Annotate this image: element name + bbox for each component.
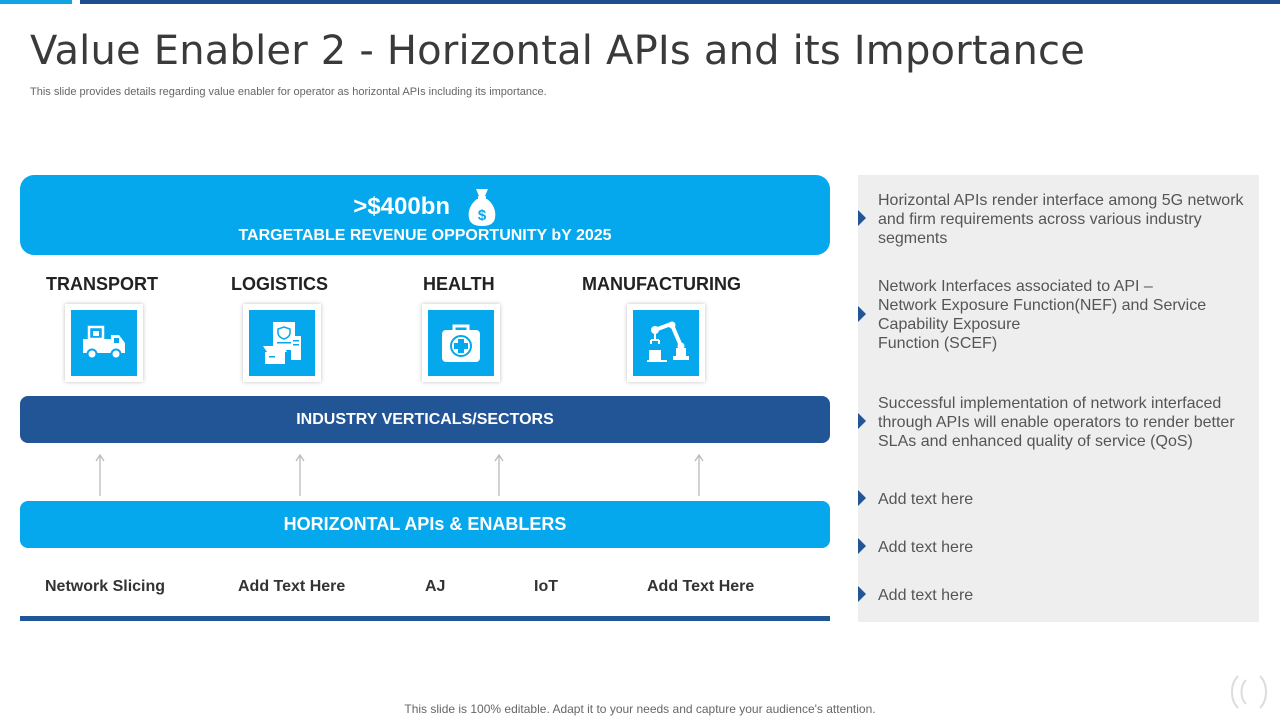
- panel-bullet-text: Add text here: [878, 491, 974, 508]
- enabler-add-text-1: Add Text Here: [238, 578, 346, 595]
- bullet-triangle-icon: [858, 413, 866, 429]
- up-arrow-icon: [493, 454, 505, 496]
- bullet-triangle-icon: [858, 210, 866, 226]
- bullet-triangle-icon: [858, 490, 866, 506]
- revenue-value: >$400bn: [353, 193, 451, 220]
- brand-mark-icon: [1226, 672, 1272, 712]
- enabler-add-text-2: Add Text Here: [647, 578, 755, 595]
- importance-panel: [858, 175, 1259, 622]
- enabler-network-slicing: Network Slicing: [45, 578, 166, 595]
- sector-tile-transport: [65, 304, 143, 382]
- horizontal-apis-bar: HORIZONTAL APIs & ENABLERS: [20, 501, 830, 548]
- sector-label-logistics: LOGISTICS: [231, 274, 329, 294]
- up-arrow-icon: [94, 454, 106, 496]
- panel-bullet-text: Add text here: [878, 587, 974, 604]
- sector-tile-health: [422, 304, 500, 382]
- sector-tile-logistics: [243, 304, 321, 382]
- bullet-triangle-icon: [858, 306, 866, 322]
- panel-bullet-text: Add text here: [878, 539, 974, 556]
- sector-label-manufacturing: MANUFACTURING: [582, 274, 741, 294]
- enabler-iot: IoT: [534, 578, 558, 595]
- robotic-arm-icon: [643, 320, 689, 366]
- up-arrow-icon: [693, 454, 705, 496]
- panel-bullet-text: Horizontal APIs render interface among 5G network and firm requirements across various industry segments: [878, 192, 1244, 247]
- up-arrow-icon: [294, 454, 306, 496]
- sector-label-health: HEALTH: [423, 274, 495, 294]
- svg-text:$: $: [477, 207, 486, 224]
- revenue-value-row: [20, 187, 830, 227]
- page-subtitle: This slide provides details regarding value enabler for operator as horizontal APIs including its importance.: [30, 86, 547, 98]
- sector-label-transport: TRANSPORT: [46, 274, 158, 294]
- sector-tile-manufacturing: [627, 304, 705, 382]
- revenue-banner: [20, 175, 830, 255]
- truck-icon: [81, 323, 127, 363]
- panel-bullet-text: Successful implementation of network interfaced through APIs will enable operators to render better SLAs and enhanced quality of service (QoS): [878, 395, 1235, 450]
- top-bar: [80, 0, 1280, 4]
- bullet-triangle-icon: [858, 586, 866, 602]
- package-document-icon: [259, 320, 305, 366]
- bottom-divider: [20, 616, 830, 621]
- revenue-caption: TARGETABLE REVENUE OPPORTUNITY bY 2025: [238, 227, 612, 244]
- enabler-aj: AJ: [425, 578, 446, 595]
- top-accent-bar: [0, 0, 72, 4]
- medical-kit-icon: [439, 322, 483, 364]
- bullet-triangle-icon: [858, 538, 866, 554]
- footer-note: This slide is 100% editable. Adapt it to your needs and capture your audience's attention.: [404, 702, 876, 716]
- panel-bullet-text: Network Interfaces associated to API – Network Exposure Function(NEF) and Service Capability Exposure Function (SCEF): [878, 278, 1207, 352]
- industry-verticals-bar: INDUSTRY VERTICALS/SECTORS: [20, 396, 830, 443]
- page-title: Value Enabler 2 - Horizontal APIs and its Importance: [30, 28, 1086, 74]
- money-bag-icon: [467, 187, 497, 227]
